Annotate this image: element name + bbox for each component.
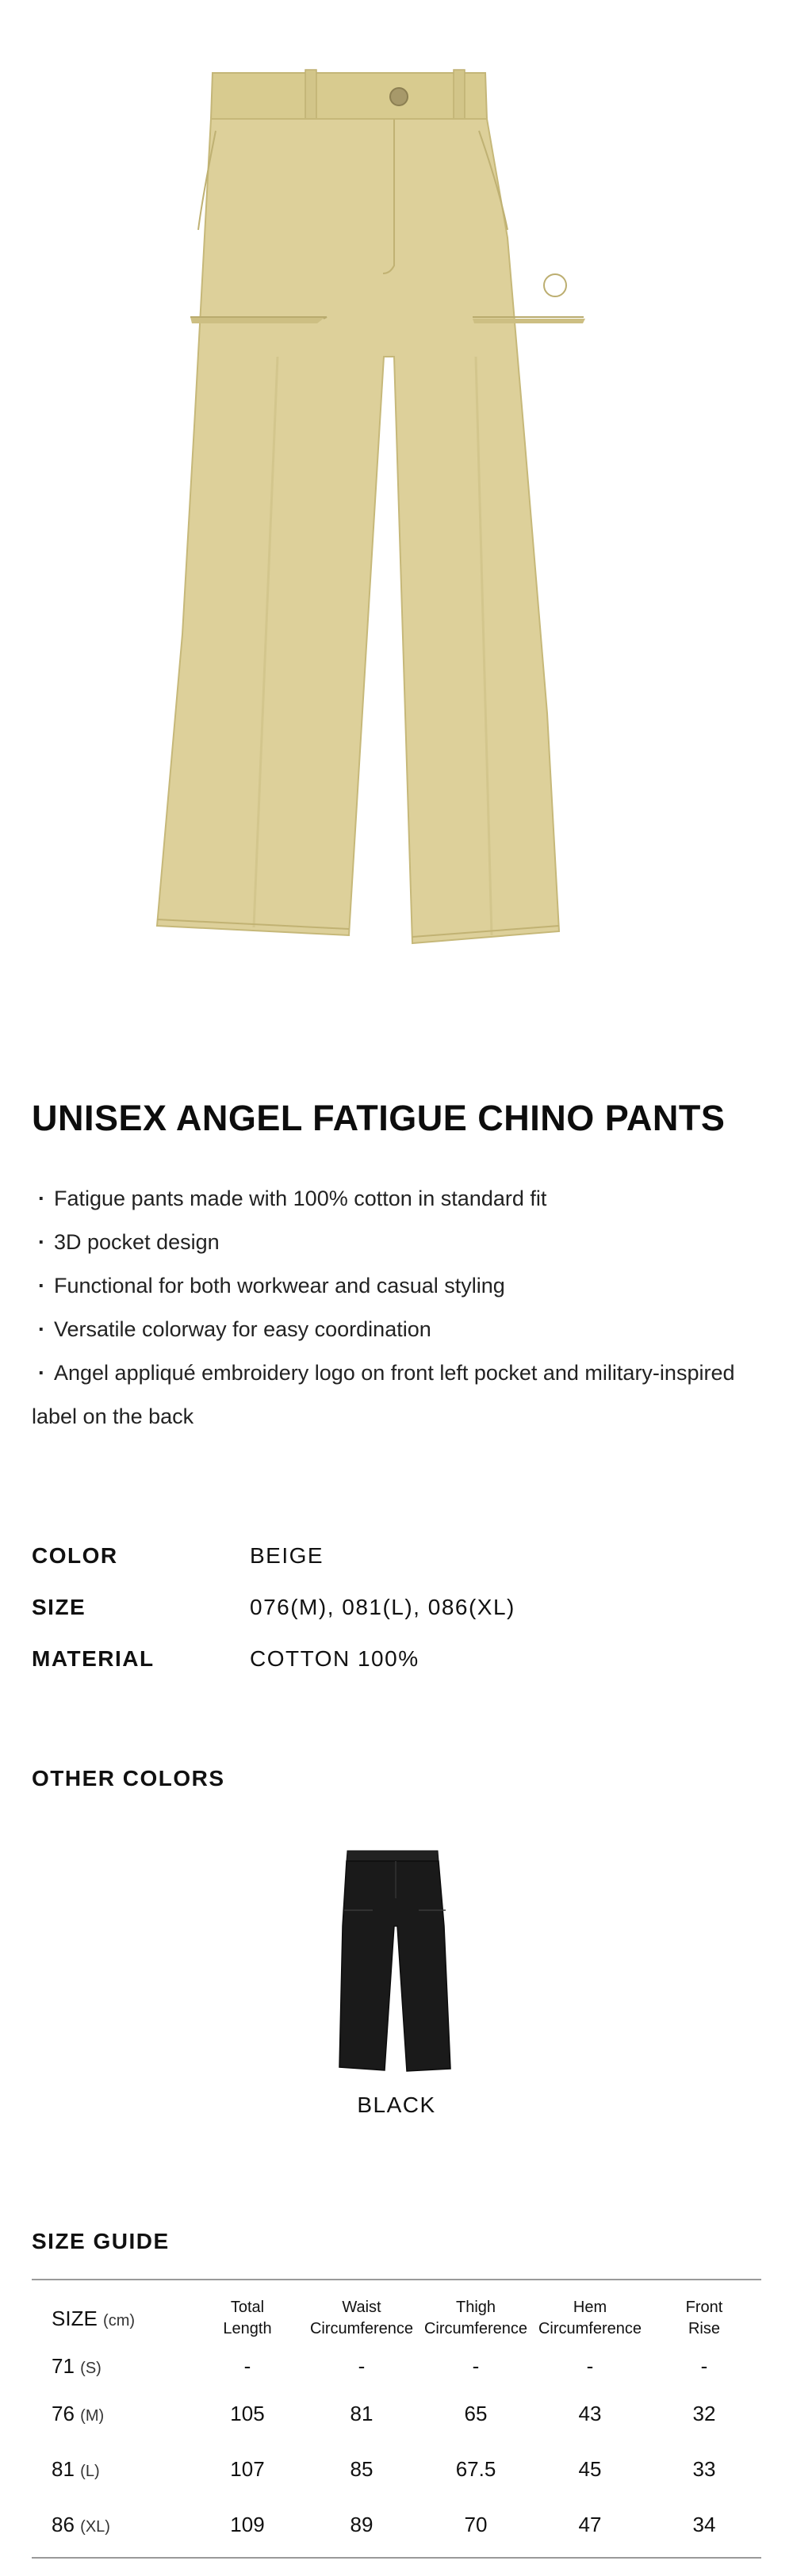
header-text: Circumference [423, 2320, 528, 2337]
feature-item [32, 1221, 769, 1264]
feature-list [32, 1177, 769, 1439]
table-header-row [32, 2291, 761, 2346]
feature-item [32, 1177, 769, 1221]
cell: 47 [578, 2512, 602, 2536]
cell: - [586, 2353, 594, 2378]
feature-text: Versatile colorway for easy coordination [54, 1317, 431, 1341]
color-swatch-label[interactable]: BLACK [357, 2093, 436, 2117]
size-number: 71 [52, 2353, 75, 2378]
feature-text: Fatigue pants made with 100% cotton in standard fit [54, 1187, 547, 1210]
header-front-rise [647, 2297, 761, 2340]
color-swatch-black[interactable] [317, 1839, 476, 2085]
product-image [0, 0, 793, 1022]
cell: 65 [464, 2401, 488, 2425]
feature-text: 3D pocket design [54, 1230, 220, 1254]
feature-item [32, 1351, 769, 1439]
row-size [32, 2513, 190, 2537]
header-text: Hem [573, 2299, 607, 2316]
spec-label: COLOR [32, 1542, 118, 1568]
size-code: (M) [80, 2406, 105, 2425]
cell: 81 [350, 2401, 374, 2425]
cell: 85 [350, 2456, 374, 2481]
cell: - [472, 2353, 480, 2378]
header-text: Front [685, 2299, 723, 2316]
table-row [32, 2346, 761, 2386]
cell: 109 [230, 2512, 265, 2536]
table-row [32, 2386, 761, 2441]
feature-text: · Angel appliqué embroidery logo on front left pocket and military-inspired [54, 1361, 735, 1385]
black-pants-thumbnail [317, 1839, 476, 2085]
size-guide-heading: SIZE GUIDE [32, 2229, 170, 2253]
table-row [32, 2441, 761, 2497]
header-size-label: SIZE [52, 2306, 98, 2330]
product-title: UNISEX ANGEL FATIGUE CHINO PANTS [32, 1098, 726, 1138]
spec-label: MATERIAL [32, 1645, 155, 1671]
size-code: (XL) [80, 2517, 110, 2536]
cell: - [243, 2353, 251, 2378]
spec-table [32, 1530, 761, 1684]
spec-label: SIZE [32, 1594, 86, 1619]
size-code: (S) [80, 2359, 102, 2377]
size-number: 86 [52, 2512, 75, 2536]
header-text: Rise [688, 2320, 720, 2337]
header-text: Waist [342, 2299, 381, 2316]
other-colors-heading: OTHER COLORS [32, 1766, 225, 1791]
cell: 89 [350, 2512, 374, 2536]
spec-value: COTTON 100% [250, 1645, 419, 1671]
cell: 45 [578, 2456, 602, 2481]
cell: 105 [230, 2401, 265, 2425]
header-waist [305, 2297, 419, 2340]
spec-row-size [32, 1581, 761, 1633]
cell: 32 [692, 2401, 716, 2425]
cell: 67.5 [455, 2456, 496, 2481]
spec-row-material [32, 1633, 761, 1684]
row-size [32, 2457, 190, 2482]
header-total-length [190, 2297, 305, 2340]
header-text: Total [230, 2299, 265, 2316]
header-hem [533, 2297, 647, 2340]
size-code: (L) [80, 2462, 100, 2480]
cell: - [700, 2353, 708, 2378]
header-text: Circumference [309, 2320, 414, 2337]
spec-value: BEIGE [250, 1542, 324, 1568]
row-size [32, 2354, 190, 2379]
size-guide-table [32, 2291, 761, 2552]
cell: 34 [692, 2512, 716, 2536]
feature-item [32, 1308, 769, 1351]
table-bottom-divider [32, 2557, 761, 2559]
header-text: Length [223, 2320, 272, 2337]
size-number: 81 [52, 2456, 75, 2481]
row-size [32, 2402, 190, 2426]
feature-text: Functional for both workwear and casual styling [54, 1274, 505, 1298]
cell: 107 [230, 2456, 265, 2481]
header-thigh [419, 2297, 533, 2340]
table-row [32, 2497, 761, 2552]
spec-row-color [32, 1530, 761, 1581]
header-text: Thigh [455, 2299, 496, 2316]
table-top-divider [32, 2279, 761, 2280]
header-unit: (cm) [103, 2311, 136, 2329]
spec-value: 076(M), 081(L), 086(XL) [250, 1594, 515, 1619]
cell: 70 [464, 2512, 488, 2536]
feature-text-continued: label on the back [32, 1405, 194, 1428]
cell: 33 [692, 2456, 716, 2481]
cell: 43 [578, 2401, 602, 2425]
size-number: 76 [52, 2401, 75, 2425]
feature-item [32, 1264, 769, 1308]
beige-pants-illustration [0, 0, 793, 1022]
cell: - [358, 2353, 366, 2378]
header-text: Circumference [538, 2320, 642, 2337]
header-size [32, 2307, 190, 2331]
